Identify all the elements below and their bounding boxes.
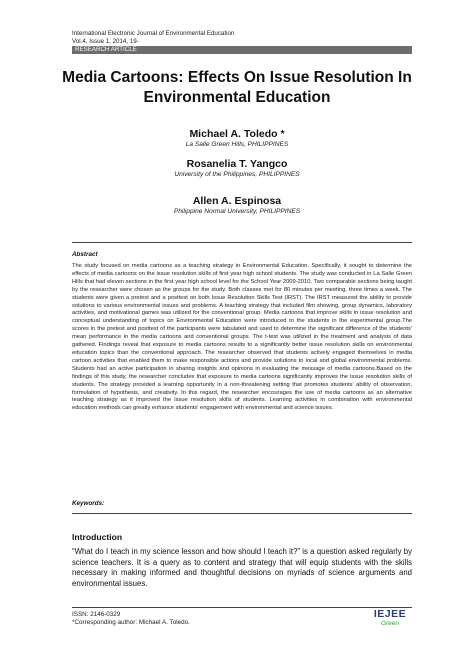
author-2 bbox=[40, 158, 434, 179]
title-line-2: Environmental Education bbox=[143, 89, 331, 106]
author-name: Michael A. Toledo * bbox=[189, 128, 285, 140]
journal-volume: Vol.4, Issue 1, 2014, 19- bbox=[72, 38, 139, 45]
author-name: Rosanelia T. Yangco bbox=[186, 158, 288, 170]
abstract-section bbox=[72, 242, 412, 514]
issn: ISSN: 2146-0329 bbox=[72, 611, 121, 618]
author-affiliation: La Salle Green Hills, PHILIPPINES bbox=[185, 141, 289, 148]
footer bbox=[72, 611, 190, 628]
introduction-heading: Introduction bbox=[72, 532, 123, 542]
abstract-label: Abstract bbox=[72, 251, 98, 258]
author-1 bbox=[40, 128, 434, 149]
abstract-text: The study focused on media cartoons as a teaching strategy in Environmental Education. Specifically, it sought to determine the effects of media cartoons on the issue resolution skills of first year high school students. The study was conducted in La Salle Green Hills that had eleven sections in the first year high school level for the School Year 2009-2010. Two comparable sections being taught by the researcher were chosen as the groups for the study. Both classes met for 80 minutes per meeting, three times a week. The students were given a pretest and a posttest on both Issue Resolution Skills Test (IRST). The IRST measured the ability to provide solutions to various environmental issues and problems. A teaching strategy that included film showing, group dynamics, laboratory activities, and motivational games was utilized for the conventional group. Media cartoons that improve skills in issue resolution and conceptual understanding of topics on Environmental Education were introduced to the students in the experimental group.The scores in the pretest and posttest of the participants were tabulated and used to determine the significant difference of the students' mean performance in the media cartoons and conventional groups. The t-test was utilized in the treatment and analysis of data gathered. Findings reveal that exposure to media cartoons results to a significantly better issue resolution skills on environmental education topics than the conventional approach. The researcher observed that students actively engaged themselves in media cartoon activities that enabled them to make responsible actions and provide solutions to local and global environmental problems. Students had an active participation in sharing insights and opinions in evaluating the message of media cartoons.Based on the findings of this study, the researcher concludes that exposure to media cartoons significantly improves the issue resolution skills of students. The strategy provided a learning opportunity in a non-threatening setting that promotes students' ability of observation, formulation of hypothesis, and creativity. In this regard, the researcher encourages the use of media cartoons as an alternative teaching strategy as it improved the issue resolution skills of students. Learning activities in combination with environmental education methods can greatly enhance students' engagement with environmental and science issues. bbox=[72, 263, 412, 412]
author-name: Allen A. Espinosa bbox=[192, 195, 282, 207]
title-line-1: Media Cartoons: Effects On Issue Resolution In bbox=[62, 69, 412, 86]
logo-main-text: IEJEE bbox=[373, 608, 407, 620]
journal-header bbox=[72, 30, 412, 54]
author-affiliation: Philippine Normal University, PHILIPPINES bbox=[173, 208, 301, 215]
author-affiliation: University of the Philippines, PHILIPPINES bbox=[174, 171, 300, 178]
iejee-logo bbox=[368, 609, 412, 631]
journal-name: International Electronic Journal of Environmental Education bbox=[72, 30, 235, 37]
paper-title bbox=[40, 68, 434, 108]
corresponding-author: *Corresponding author: Michael A. Toledo. bbox=[72, 619, 190, 627]
keywords-label: Keywords: bbox=[72, 500, 105, 507]
footer-divider bbox=[72, 607, 412, 608]
section-badge: RESEARCH ARTICLE bbox=[72, 46, 412, 54]
introduction-text: “What do I teach in my science lesson and how should I teach it?” is a question asked regularly by science teachers. It is a query as to content and strategy that will equip students with the skills necessary in making informed and thoughtful decisions on myriads of science arguments and environmental issues. bbox=[72, 547, 412, 588]
author-3 bbox=[40, 195, 434, 216]
logo-sub-text: Green bbox=[380, 620, 400, 627]
